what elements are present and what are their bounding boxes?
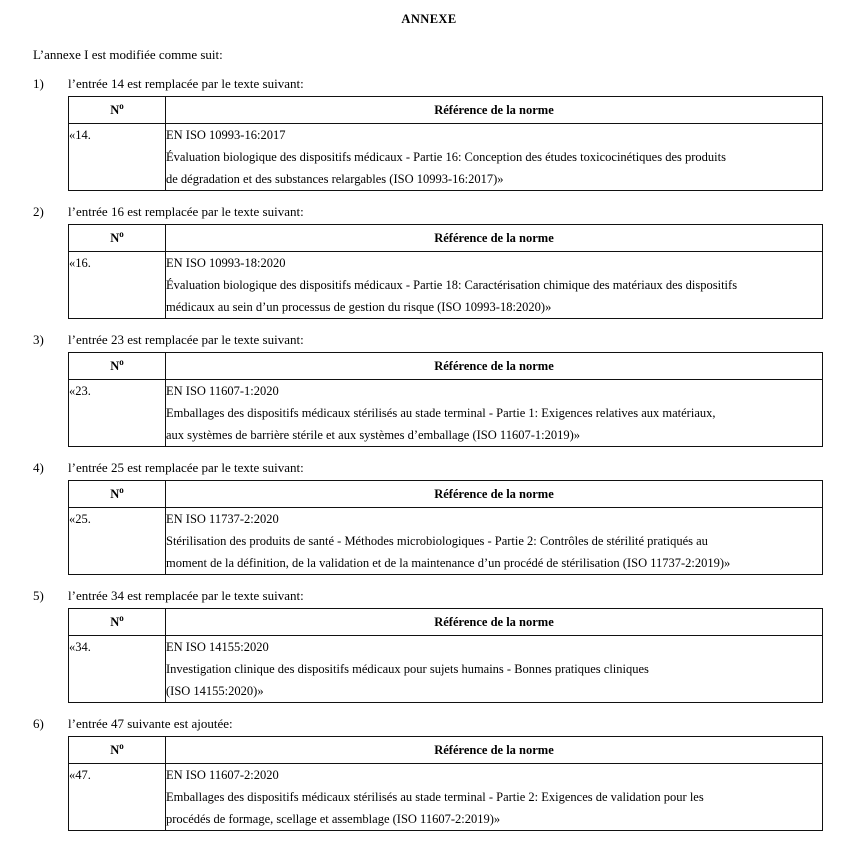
norm-table [68,608,823,703]
reference-cell [166,636,823,703]
table-header-row [69,225,823,252]
column-header-reference: Référence de la norme [166,481,823,508]
list-item-marker: 6) [33,716,44,731]
standard-reference: EN ISO 10993-16:2017 [166,128,286,142]
norm-table [68,480,823,575]
list-item-marker: 3) [33,332,44,347]
entry-number-cell: «23. [69,380,166,447]
list-item-label: l’entrée 34 est remplacée par le texte suivant: [68,588,304,603]
standard-description-line: Stérilisation des produits de santé - Méthodes microbiologiques - Partie 2: Contrôles de stérilité pratiqués au [166,534,708,548]
page-title: ANNEXE [401,12,457,26]
sections-container [0,76,864,831]
table-row [69,508,823,575]
column-header-reference: Référence de la norme [166,737,823,764]
section-block [0,460,864,575]
standard-reference: EN ISO 11737-2:2020 [166,512,279,526]
reference-cell [166,764,823,831]
table-row [69,380,823,447]
norm-table [68,352,823,447]
column-header-number [69,353,166,380]
degree-superscript: o [119,612,124,623]
column-header-number [69,97,166,124]
degree-superscript: o [119,484,124,495]
reference-cell [166,508,823,575]
table-header-row [69,481,823,508]
column-header-number [69,737,166,764]
table-header-row [69,97,823,124]
column-header-number-text: N [110,359,120,373]
entry-number-cell: «34. [69,636,166,703]
standard-description-line: moment de la définition, de la validation et de la maintenance d’un procédé de stérilisation (ISO 11737-2:2019)» [166,556,731,570]
column-header-reference: Référence de la norme [166,97,823,124]
standard-reference: EN ISO 11607-2:2020 [166,768,279,782]
entry-number-cell: «14. [69,124,166,191]
column-header-number-text: N [110,615,120,629]
section-block [0,204,864,319]
standard-description-line: Emballages des dispositifs médicaux stérilisés au stade terminal - Partie 2: Exigences de validation pour les [166,790,704,804]
standard-reference: EN ISO 11607-1:2020 [166,384,279,398]
section-block [0,588,864,703]
list-item [33,332,864,348]
list-item-marker: 1) [33,76,44,91]
standard-description-line: aux systèmes de barrière stérile et aux systèmes d’emballage (ISO 11607-1:2019)» [166,428,580,442]
list-item-label: l’entrée 47 suivante est ajoutée: [68,716,233,731]
list-item-marker: 2) [33,204,44,219]
intro-paragraph: L’annexe I est modifiée comme suit: [33,47,223,62]
standard-description-line: Évaluation biologique des dispositifs médicaux - Partie 18: Caractérisation chimique des matériaux des dispositifs [166,278,738,292]
list-item-label: l’entrée 25 est remplacée par le texte suivant: [68,460,304,475]
standard-reference: EN ISO 10993-18:2020 [166,256,286,270]
standard-description-line: médicaux au sein d’un processus de gestion du risque (ISO 10993-18:2020)» [166,300,552,314]
list-item [33,204,864,220]
column-header-number-text: N [110,487,120,501]
table-header-row [69,737,823,764]
reference-cell [166,380,823,447]
standard-description-line: Investigation clinique des dispositifs médicaux pour sujets humains - Bonnes pratiques cliniques [166,662,649,676]
list-item [33,76,864,92]
table-header-row [69,353,823,380]
degree-superscript: o [119,740,124,751]
list-item-label: l’entrée 23 est remplacée par le texte suivant: [68,332,304,347]
degree-superscript: o [119,100,124,111]
table-header-row [69,609,823,636]
list-item [33,588,864,604]
list-item-label: l’entrée 14 est remplacée par le texte suivant: [68,76,304,91]
column-header-number-text: N [110,743,120,757]
standard-description-line: Emballages des dispositifs médicaux stérilisés au stade terminal - Partie 1: Exigences relatives aux matériaux, [166,406,716,420]
list-item-label: l’entrée 16 est remplacée par le texte suivant: [68,204,304,219]
degree-superscript: o [119,356,124,367]
standard-description-line: procédés de formage, scellage et assemblage (ISO 11607-2:2019)» [166,812,501,826]
list-item-marker: 5) [33,588,44,603]
table-row [69,636,823,703]
column-header-reference: Référence de la norme [166,353,823,380]
column-header-reference: Référence de la norme [166,225,823,252]
entry-number-cell: «25. [69,508,166,575]
table-row [69,252,823,319]
column-header-number [69,481,166,508]
standard-description-line: Évaluation biologique des dispositifs médicaux - Partie 16: Conception des études toxicocinétiques des produits [166,150,726,164]
standard-description-line: (ISO 14155:2020)» [166,684,264,698]
section-block [0,332,864,447]
column-header-reference: Référence de la norme [166,609,823,636]
standard-reference: EN ISO 14155:2020 [166,640,269,654]
norm-table [68,736,823,831]
norm-table [68,96,823,191]
list-item [33,460,864,476]
column-header-number-text: N [110,103,120,117]
entry-number-cell: «47. [69,764,166,831]
degree-superscript: o [119,228,124,239]
norm-table [68,224,823,319]
section-block [0,716,864,831]
reference-cell [166,252,823,319]
entry-number-cell: «16. [69,252,166,319]
list-item [33,716,864,732]
column-header-number [69,609,166,636]
column-header-number [69,225,166,252]
list-item-marker: 4) [33,460,44,475]
section-block [0,76,864,191]
reference-cell [166,124,823,191]
table-row [69,124,823,191]
standard-description-line: de dégradation et des substances relargables (ISO 10993-16:2017)» [166,172,504,186]
table-row [69,764,823,831]
column-header-number-text: N [110,231,120,245]
